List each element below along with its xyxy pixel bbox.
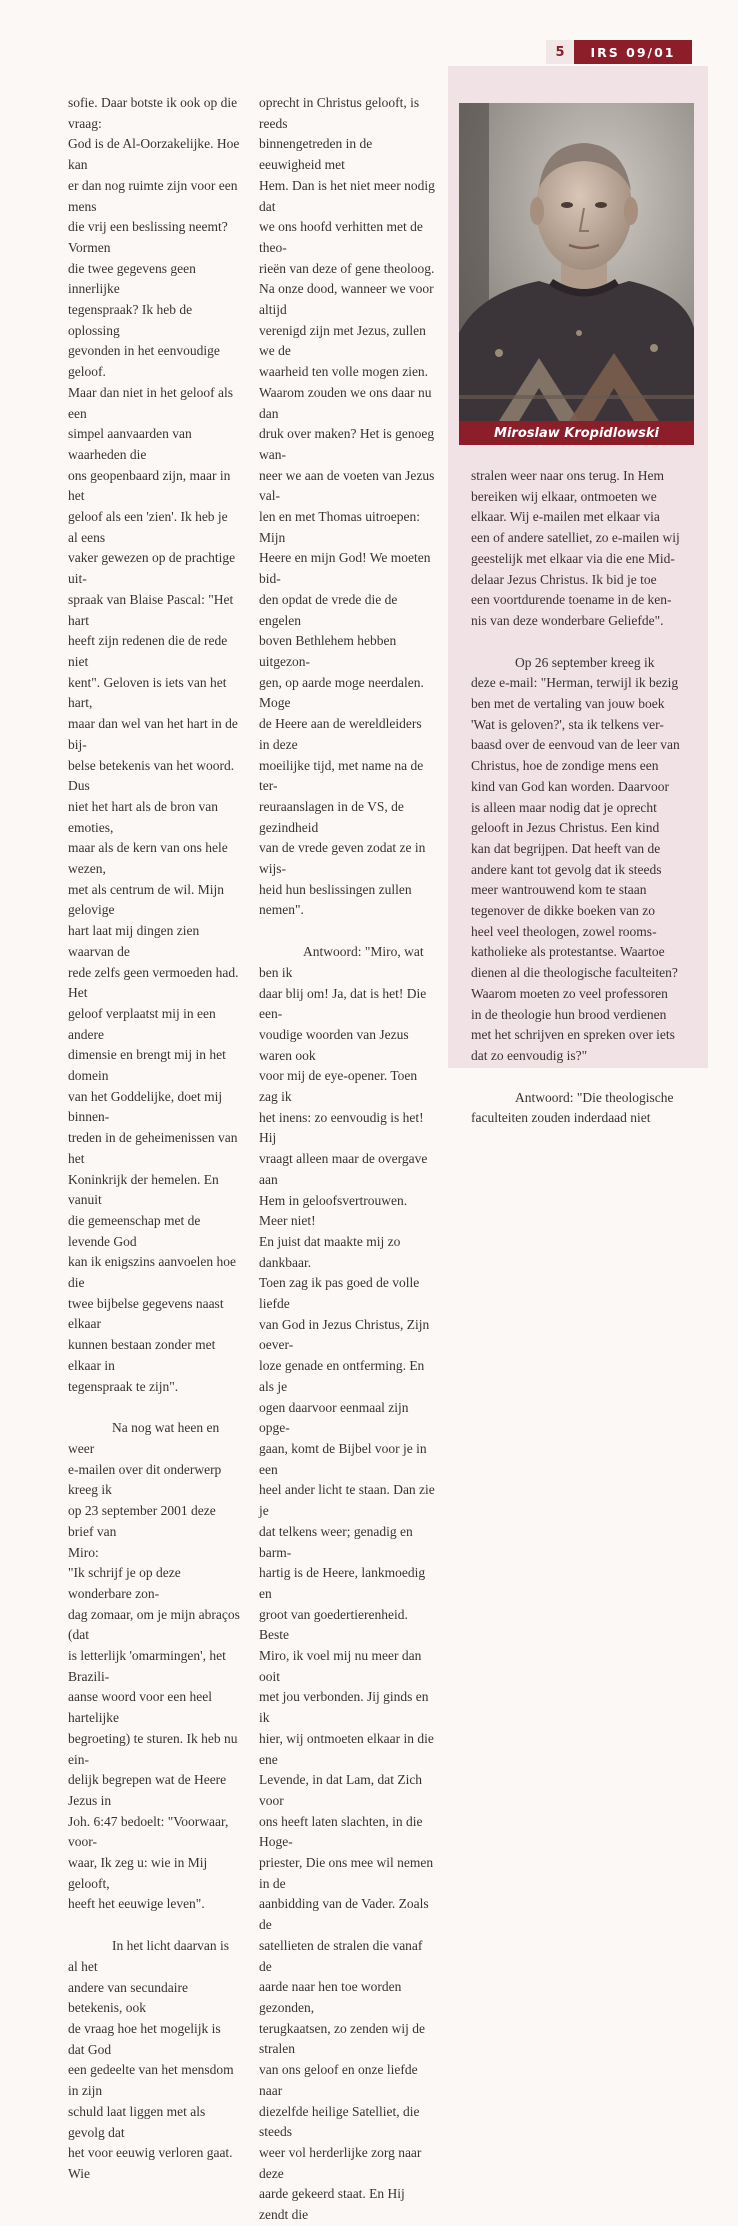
text-line: geestelijk met elkaar via die ene Mid- (471, 550, 675, 566)
portrait-illustration (459, 103, 694, 421)
text-line: heeft het eeuwige leven". (68, 1896, 205, 1912)
text-line: Hem in geloofsvertrouwen. Meer niet! (259, 1192, 408, 1229)
text-line: in de theologie hun brood verdienen (471, 1006, 667, 1022)
paragraph-gap (471, 632, 681, 653)
paragraph-gap (68, 1915, 240, 1936)
text-line: waar, Ik zeg u: wie in Mij gelooft, (68, 1855, 208, 1891)
text-line: Levende, in dat Lam, dat Zich voor (259, 1772, 423, 1808)
text-line: heel veel theologen, zowel rooms- (471, 923, 657, 939)
text-line: van het Goddelijke, doet mij binnen- (68, 1088, 223, 1125)
text-line: aarde naar hen toe worden gezonden, (259, 1979, 402, 2015)
paragraph (68, 1563, 240, 1915)
text-line: een gedeelte van het mensdom in zijn (68, 2062, 234, 2099)
text-line: Antwoord: "Miro, wat ben ik (259, 944, 424, 980)
paragraph (259, 93, 435, 921)
text-line: die twee gegevens geen innerlijke (68, 260, 196, 297)
text-line: boven Bethlehem hebben uitgezon- (259, 633, 397, 669)
text-line: faculteiten zouden inderdaad niet (471, 1110, 651, 1126)
text-line: met als centrum de wil. Mijn gelovige (68, 881, 224, 918)
text-line: groot van goedertierenheid. Beste (259, 1606, 408, 1643)
text-line: de Heere aan de wereldleiders in deze (259, 716, 422, 752)
text-line: dat zo eenvoudig is?" (471, 1047, 588, 1063)
text-line: ons heeft laten slachten, in die Hoge- (259, 1813, 423, 1850)
text-line: Toen zag ik pas goed de volle liefde (259, 1275, 420, 1312)
text-line: gaan, komt de Bijbel voor je in een (259, 1441, 427, 1477)
page-number: 5 (546, 40, 574, 64)
text-line: voor mij de eye-opener. Toen zag ik (259, 1068, 418, 1105)
text-line: Na onze dood, wanneer we voor altijd (259, 281, 434, 318)
text-line: waarheid ten volle mogen zien. (259, 364, 429, 380)
text-line: andere kant tot gevolg dat ik steeds (471, 861, 662, 877)
text-line: stralen weer naar ons terug. In Hem (471, 468, 665, 483)
text-line: bereiken wij elkaar, ontmoeten we (471, 488, 657, 504)
text-line: Op 26 september kreeg ik (515, 654, 655, 670)
photo-caption: Miroslaw Kropidlowski (459, 421, 694, 445)
paragraph (471, 466, 681, 632)
text-line: kan dat begrijpen. Dat heeft van de (471, 840, 661, 856)
text-line: terugkaatsen, zo zenden wij de stralen (259, 2020, 426, 2057)
page-header (546, 40, 692, 64)
paragraph (259, 942, 435, 2226)
text-line: Waarom moeten zo veel professoren (471, 985, 668, 1001)
paragraph (68, 1418, 240, 1563)
issue-label: IRS 09/01 (574, 40, 692, 64)
text-line: gevonden in het eenvoudige geloof. (68, 343, 220, 380)
text-line: is letterlijk 'omarmingen', het Brazili- (68, 1648, 226, 1684)
paragraph (68, 93, 240, 1397)
text-line: belse betekenis van het woord. Dus (68, 757, 235, 794)
text-line: Miro: (68, 1544, 99, 1560)
text-line: vraagt alleen maar de overgave aan (259, 1151, 428, 1187)
text-line: van de vrede geven zodat ze in wijs- (259, 840, 426, 877)
text-line: "Ik schrijf je op deze wonderbare zon- (68, 1565, 181, 1601)
text-line: verenigd zijn met Jezus, zullen we de (259, 322, 426, 359)
paragraph-gap (68, 1397, 240, 1418)
text-line: aanbidding van de Vader. Zoals de (259, 1896, 429, 1933)
text-line: spraak van Blaise Pascal: "Het hart (68, 591, 234, 628)
text-line: ben met de vertaling van jouw boek (471, 696, 665, 712)
text-line: met jou verbonden. Jij ginds en ik (259, 1689, 429, 1726)
text-line: maar als de kern van ons hele wezen, (68, 840, 228, 877)
text-line: dat telkens weer; genadig en barm- (259, 1523, 413, 1560)
text-line: loze genade en ontferming. En als je (259, 1358, 425, 1394)
text-line: kind van God kan worden. Daarvoor (471, 778, 669, 794)
text-line: meer wantrouwend kom te staan (471, 882, 647, 898)
text-line: geloof verplaatst mij in een andere (68, 1005, 216, 1042)
text-column-1 (68, 93, 240, 2185)
text-line: tegenover de dikke boeken van zo (471, 903, 656, 919)
text-line: het voor eeuwig verloren gaat. Wie (68, 2145, 233, 2181)
text-line: aarde gekeerd staat. En Hij zendt die (259, 2186, 405, 2223)
text-line: ogen daarvoor eenmaal zijn opge- (259, 1399, 409, 1436)
text-line: aanse woord voor een heel hartelijke (68, 1689, 212, 1726)
paragraph-gap (471, 1067, 681, 1088)
text-column-3 (471, 466, 681, 1129)
text-line: neer we aan de voeten van Jezus val- (259, 467, 435, 504)
text-line: satellieten de stralen die vanaf de (259, 1937, 423, 1974)
text-line: heid hun beslissingen zullen nemen". (259, 881, 412, 918)
text-line: andere van secundaire betekenis, ook (68, 1979, 188, 2016)
text-line: daar blij om! Ja, dat is het! Die een- (259, 985, 427, 1022)
text-line: God is de Al-Oorzakelijke. Hoe kan (68, 136, 240, 173)
text-line: hartig is de Heere, lankmoedig en (259, 1565, 426, 1601)
text-line: met het schrijven en spreken over iets (471, 1027, 675, 1043)
text-line: begroeting) te sturen. Ik heb nu ein- (68, 1730, 238, 1767)
text-line: elkaar. Wij e-mailen met elkaar via (471, 509, 660, 525)
text-column-2 (259, 93, 435, 2226)
text-line: het inens: zo eenvoudig is het! Hij (259, 1109, 424, 1146)
text-line: e-mailen over dit onderwerp kreeg ik (68, 1461, 222, 1498)
text-line: ons geopenbaard zijn, maar in het (68, 467, 231, 504)
text-line: Antwoord: "Die theologische (515, 1089, 674, 1105)
text-line: heel ander licht te staan. Dan zie je (259, 1482, 435, 1519)
text-line: die gemeenschap met de levende God (68, 1212, 201, 1249)
text-line: dag zomaar, om je mijn abraços (dat (68, 1606, 240, 1643)
paragraph (471, 1088, 681, 1129)
text-line: van God in Jezus Christus, Zijn oever- (259, 1316, 430, 1353)
text-line: den opdat de vrede die de engelen (259, 591, 398, 628)
text-line: op 23 september 2001 deze brief van (68, 1503, 216, 1539)
text-line: baasd over de eenvoud van de leer van (471, 737, 680, 753)
text-line: van ons geloof en onze liefde naar (259, 2062, 418, 2098)
text-line: Heere en mijn God! We moeten bid- (259, 550, 431, 587)
text-line: kan ik enigszins aanvoelen hoe die (68, 1254, 236, 1291)
text-line: dienen al die theologische faculteiten? (471, 965, 678, 981)
text-line: gen, op aarde moge neerdalen. Moge (259, 674, 424, 711)
text-line: hart laat mij dingen zien waarvan de (68, 923, 200, 959)
text-line: druk over maken? Het is genoeg wan- (259, 426, 435, 462)
text-line: reuraanslagen in de VS, de gezindheid (259, 798, 404, 835)
text-line: binnengetreden in de eeuwigheid met (259, 136, 373, 173)
text-line: delaar Jezus Christus. Ik bid je toe (471, 571, 657, 587)
text-line: In het licht daarvan is al het (68, 1938, 229, 1974)
text-line: voudige woorden van Jezus waren ook (259, 1026, 409, 1063)
text-line: deze e-mail: "Herman, terwijl ik bezig (471, 675, 679, 691)
text-line: Na nog wat heen en weer (68, 1420, 220, 1456)
text-line: er dan nog ruimte zijn voor een mens (68, 177, 238, 214)
text-line: rede zelfs geen vermoeden had. Het (68, 964, 239, 1001)
text-line: sofie. Daar botste ik ook op die vraag: (68, 95, 238, 131)
text-line: we ons hoofd verhitten met de theo- (259, 219, 423, 255)
text-line: heeft zijn redenen die de rede niet (68, 633, 228, 669)
portrait-photo (459, 103, 694, 421)
text-line: delijk begrepen wat de Heere Jezus in (68, 1772, 227, 1808)
text-line: schuld laat liggen met als gevolg dat (68, 2103, 206, 2140)
text-line: Miro, ik voel mij nu meer dan ooit (259, 1648, 422, 1684)
text-line: tegenspraak te zijn". (68, 1378, 179, 1394)
text-line: En juist dat maakte mij zo dankbaar. (259, 1233, 401, 1270)
text-line: rieën van deze of gene theoloog. (259, 260, 435, 276)
text-line: kunnen bestaan zonder met elkaar in (68, 1337, 216, 1373)
text-line: katholieke als protestantse. Waartoe (471, 944, 665, 960)
paragraph (68, 1936, 240, 2184)
text-line: len en met Thomas uitroepen: Mijn (259, 509, 420, 545)
text-line: simpel aanvaarden van waarheden die (68, 426, 192, 462)
text-line: Joh. 6:47 bedoelt: "Voorwaar, voor- (68, 1813, 229, 1850)
text-line: een voortdurende toename in de ken- (471, 592, 672, 608)
text-line: nis van deze wonderbare Geliefde". (471, 612, 664, 628)
paragraph (471, 653, 681, 1067)
text-line: de vraag hoe het mogelijk is dat God (68, 2020, 221, 2057)
text-line: is alleen maar nodig dat je oprecht (471, 799, 657, 815)
text-line: diezelfde heilige Satelliet, die steeds (259, 2103, 420, 2140)
text-line: die vrij een beslissing neemt? Vormen (68, 219, 228, 255)
text-line: treden in de geheimenissen van het (68, 1130, 238, 1166)
text-line: een of andere satelliet, zo e-mailen wij (471, 530, 680, 546)
text-line: moeilijke tijd, met name na de ter- (259, 757, 424, 794)
text-line: Waarom zouden we ons daar nu dan (259, 384, 432, 421)
text-line: weer vol herderlijke zorg naar deze (259, 2144, 422, 2181)
text-line: priester, Die ons mee wil nemen in de (259, 1855, 434, 1891)
text-line: Hem. Dan is het niet meer nodig dat (259, 177, 435, 214)
text-line: 'Wat is geloven?', sta ik telkens ver- (471, 716, 664, 732)
text-line: vaker gewezen op de prachtige uit- (68, 550, 236, 587)
text-line: maar dan wel van het hart in de bij- (68, 716, 238, 752)
text-line: niet het hart als de bron van emoties, (68, 798, 218, 835)
text-line: gelooft in Jezus Christus. Een kind (471, 820, 660, 836)
text-line: Koninkrijk der hemelen. En vanuit (68, 1171, 219, 1208)
text-line: twee bijbelse gegevens naast elkaar (68, 1295, 224, 1332)
text-line: kent". Geloven is iets van het hart, (68, 674, 227, 711)
paragraph-gap (259, 921, 435, 942)
text-line: oprecht in Christus gelooft, is reeds (259, 95, 420, 131)
text-line: Maar dan niet in het geloof als een (68, 384, 233, 421)
text-line: dimensie en brengt mij in het domein (68, 1047, 226, 1084)
text-line: geloof als een 'zien'. Ik heb je al eens (68, 509, 228, 545)
text-line: hier, wij ontmoeten elkaar in die ene (259, 1730, 434, 1767)
text-line: Christus, hoe de zondige mens een (471, 758, 659, 774)
text-line: tegenspraak? Ik heb de oplossing (68, 302, 193, 338)
